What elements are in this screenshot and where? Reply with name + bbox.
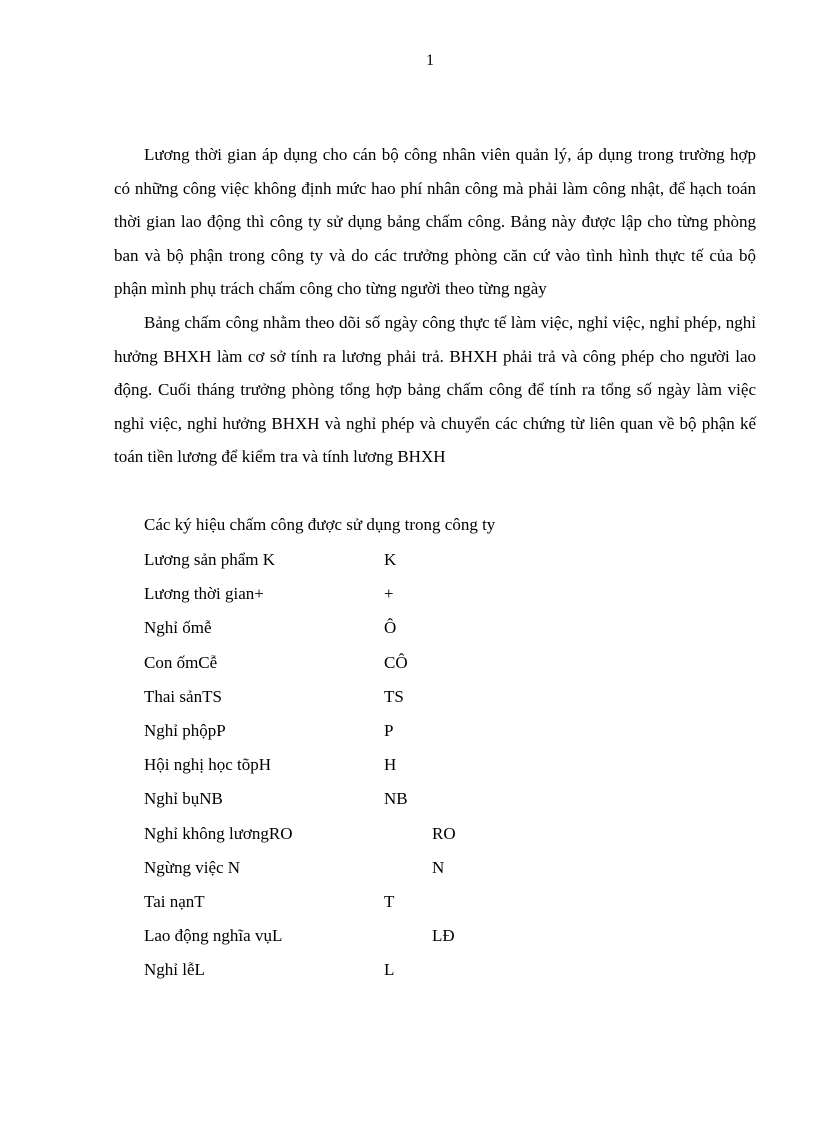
symbol-label: Nghỉ ốmễ	[144, 618, 212, 638]
symbol-code: NB	[384, 789, 408, 809]
symbol-label: Nghỉ không lươngRO	[144, 823, 293, 843]
symbol-code: CÔ	[384, 652, 408, 672]
symbol-row	[144, 789, 584, 817]
symbol-label: Lao động nghĩa vụL	[144, 926, 283, 946]
symbol-row	[144, 653, 584, 681]
symbol-label: Nghỉ phộpP	[144, 721, 226, 740]
symbol-row	[144, 618, 584, 646]
symbol-label: Hội nghị học tõpH	[144, 755, 272, 775]
symbol-row	[144, 892, 584, 920]
symbol-code: TS	[384, 686, 404, 706]
symbol-label: Nghỉ bụNB	[144, 789, 223, 809]
symbol-row	[144, 858, 584, 886]
symbol-row	[144, 584, 584, 612]
symbol-label: Con ốmCễ	[144, 652, 218, 672]
symbol-label: Nghỉ lễL	[144, 960, 205, 980]
symbol-label: Ngừng việc N	[144, 857, 241, 877]
paragraph-2: Bảng chấm công nhằm theo dõi số ngày công thực tế làm việc, nghỉ việc, nghỉ phép, nghỉ hưởng BHXH làm cơ sở tính ra lương phải trả. BHXH phải trả và công phép cho người lao động. Cuối tháng trưởng phòng tổng hợp bảng chấm công để tính ra tổng số ngày làm việc nghỉ việc, nghỉ hưởng BHXH và nghỉ phép và chuyển các chứng từ liên quan về bộ phận kế toán tiền lương để kiểm tra và tính lương BHXH	[114, 312, 756, 467]
symbol-code: T	[384, 892, 395, 911]
body-text	[114, 138, 756, 474]
symbol-code: Ô	[384, 618, 397, 638]
symbol-code: L	[384, 960, 395, 980]
page-number: 1	[426, 52, 434, 69]
symbol-code: +	[384, 584, 394, 604]
symbol-label: Thai sảnTS	[144, 686, 222, 706]
symbol-row	[144, 926, 584, 954]
symbol-code: P	[384, 721, 394, 740]
symbol-label: Lương sản phẩm K	[144, 550, 276, 569]
symbol-row	[144, 721, 584, 749]
symbol-code: LĐ	[432, 926, 455, 946]
symbol-code: H	[384, 755, 397, 775]
paragraph-1: Lương thời gian áp dụng cho cán bộ công nhân viên quản lý, áp dụng trong trường hợp có những công việc không định mức hao phí nhân công mà phải làm công nhật, để hạch toán thời gian lao động thì công ty sử dụng bảng chấm công. Bảng này được lập cho từng phòng ban và bộ phận trong công ty và do các trưởng phòng căn cứ vào tình hình thực tế của bộ phận mình phụ trách chấm công cho từng người theo từng ngày	[114, 145, 756, 299]
symbol-row	[144, 550, 584, 578]
symbol-code: N	[432, 857, 445, 877]
symbol-label: Tai nạnT	[144, 892, 205, 911]
symbol-code: RO	[432, 823, 456, 843]
symbol-row	[144, 755, 584, 783]
symbol-label: Lương thời gian+	[144, 584, 264, 604]
symbol-row	[144, 687, 584, 715]
symbol-row	[144, 824, 584, 852]
symbol-row	[144, 960, 584, 988]
symbol-code: K	[384, 550, 397, 569]
symbols-intro: Các ký hiệu chấm công được sử dụng trong công ty	[144, 515, 496, 534]
